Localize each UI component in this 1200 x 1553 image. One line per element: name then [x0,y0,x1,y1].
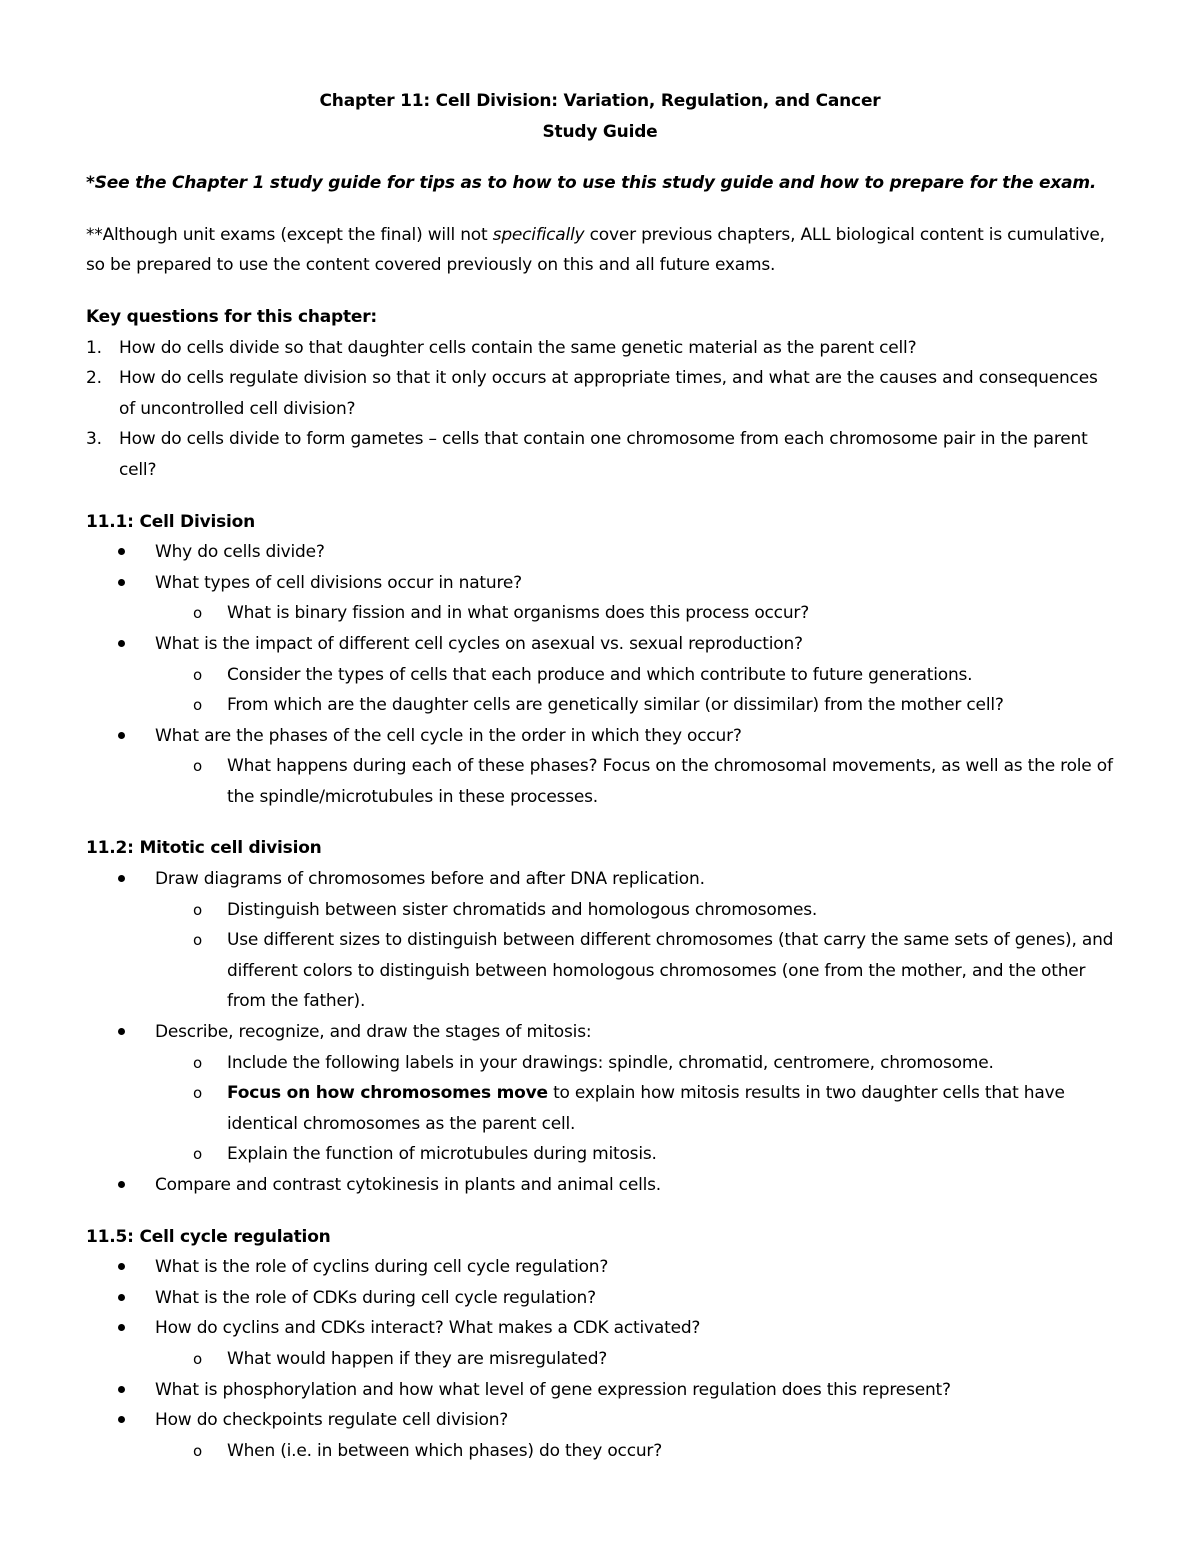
bullet-icon [118,875,125,882]
sub-list-item: o Include the following labels in your drawings: spindle, chromatid, centromere, chromosome. [86,1048,1114,1079]
section-heading-11-5: 11.5: Cell cycle regulation [86,1226,331,1247]
document-title: Chapter 11: Cell Division: Variation, Regulation, and Cancer [319,91,881,111]
bullet-icon [118,548,125,555]
sub-list-item: o When (i.e. in between which phases) do they occur? [86,1436,1114,1467]
note-chapter1: *See the Chapter 1 study guide for tips as to how to use this study guide and how to prepare for the exam. [86,173,1097,194]
list-item: 1. How do cells divide so that daughter cells contain the same genetic material as the parent cell? [86,337,917,358]
section-11-1-list [86,537,1114,812]
list-item: Draw diagrams of chromosomes before and after DNA replication. o Distinguish between sister chromatids and homologous chromosomes. o Use different sizes to distinguish between different chromosomes (that carry the same sets of genes), and different colors to distinguish between homologous chromosomes (one from the mother, and the other from the father). [86,864,1114,1017]
circle-bullet-icon: o [193,604,202,623]
sub-list-item: o Distinguish between sister chromatids and homologous chromosomes. [86,895,1114,926]
bullet-icon [118,1263,125,1270]
circle-bullet-icon: o [193,665,202,684]
list-item: Compare and contrast cytokinesis in plants and animal cells. [86,1170,1114,1201]
section-11-2-list [86,864,1114,1201]
circle-bullet-icon: o [193,1084,202,1103]
circle-bullet-icon: o [193,757,202,776]
bullet-icon [118,579,125,586]
sub-list-item: o From which are the daughter cells are genetically similar (or dissimilar) from the mother cell? [86,690,1114,721]
list-item: What are the phases of the cell cycle in the order in which they occur? o What happens during each of these phases? Focus on the chromosomal movements, as well as the role of the spindle/microtubules in these processes. [86,721,1114,813]
list-item: What is the role of CDKs during cell cycle regulation? [86,1283,1114,1314]
circle-bullet-icon: o [193,696,202,715]
circle-bullet-icon: o [193,1349,202,1368]
bullet-icon [118,1028,125,1035]
circle-bullet-icon: o [193,900,202,919]
bullet-icon [118,1324,125,1331]
list-item: What is the role of cyclins during cell cycle regulation? [86,1252,1114,1283]
sub-list-item: o Explain the function of microtubules during mitosis. [86,1139,1114,1170]
circle-bullet-icon: o [193,1441,202,1460]
bullet-icon [118,1294,125,1301]
section-11-5-list [86,1252,1114,1466]
sub-list-item: o Consider the types of cells that each produce and which contribute to future generations. [86,660,1114,691]
sub-list-item: o What would happen if they are misregulated? [86,1344,1114,1375]
list-item: Why do cells divide? [86,537,1114,568]
list-item: 2. How do cells regulate division so that it only occurs at appropriate times, and what are the causes and consequences of uncontrolled cell division? [86,368,1098,419]
key-questions-list [86,333,1114,486]
bullet-icon [118,640,125,647]
section-heading-11-1: 11.1: Cell Division [86,511,256,532]
key-questions-heading: Key questions for this chapter: [86,306,378,327]
bullet-icon [118,1416,125,1423]
list-item: How do checkpoints regulate cell division? o When (i.e. in between which phases) do they occur? [86,1405,1114,1466]
list-item: Describe, recognize, and draw the stages of mitosis: o Include the following labels in your drawings: spindle, chromatid, centromere, chromosome. o Focus on how chromosomes move to explain how mitosis results in two daughter cells that have identical chromosomes as the parent cell. o Explain the function of microtubules during mitosis. [86,1017,1114,1170]
bullet-icon [118,1181,125,1188]
sub-list-item: o What is binary fission and in what organisms does this process occur? [86,598,1114,629]
document-subtitle: Study Guide [542,121,658,142]
list-item: What is the impact of different cell cycles on asexual vs. sexual reproduction? o Consider the types of cells that each produce and which contribute to future generations. o From which are the daughter cells are genetically similar (or dissimilar) from the mother cell? [86,629,1114,721]
list-item: What types of cell divisions occur in nature? o What is binary fission and in what organisms does this process occur? [86,568,1114,629]
sub-list-item: o Focus on how chromosomes move to explain how mitosis results in two daughter cells that have identical chromosomes as the parent cell. [86,1078,1114,1139]
sub-list-item: o What happens during each of these phases? Focus on the chromosomal movements, as well as the role of the spindle/microtubules in these processes. [86,751,1114,812]
list-item: 3. How do cells divide to form gametes – cells that contain one chromosome from each chromosome pair in the parent cell? [86,429,1088,480]
note-cumulative: **Although unit exams (except the final) will not specifically cover previous chapters, ALL biological content is cumulative, so be prepared to use the content covered previously on this and all future exams. [86,224,1105,276]
list-item: How do cyclins and CDKs interact? What makes a CDK activated? o What would happen if they are misregulated? [86,1313,1114,1374]
sub-list-item: o Use different sizes to distinguish between different chromosomes (that carry the same sets of genes), and different colors to distinguish between homologous chromosomes (one from the mother, and the other from the father). [86,925,1114,1017]
circle-bullet-icon: o [193,1053,202,1072]
section-heading-11-2: 11.2: Mitotic cell division [86,838,322,859]
list-item: What is phosphorylation and how what level of gene expression regulation does this represent? [86,1375,1114,1406]
bullet-icon [118,1386,125,1393]
circle-bullet-icon: o [193,931,202,950]
bullet-icon [118,732,125,739]
circle-bullet-icon: o [193,1145,202,1164]
